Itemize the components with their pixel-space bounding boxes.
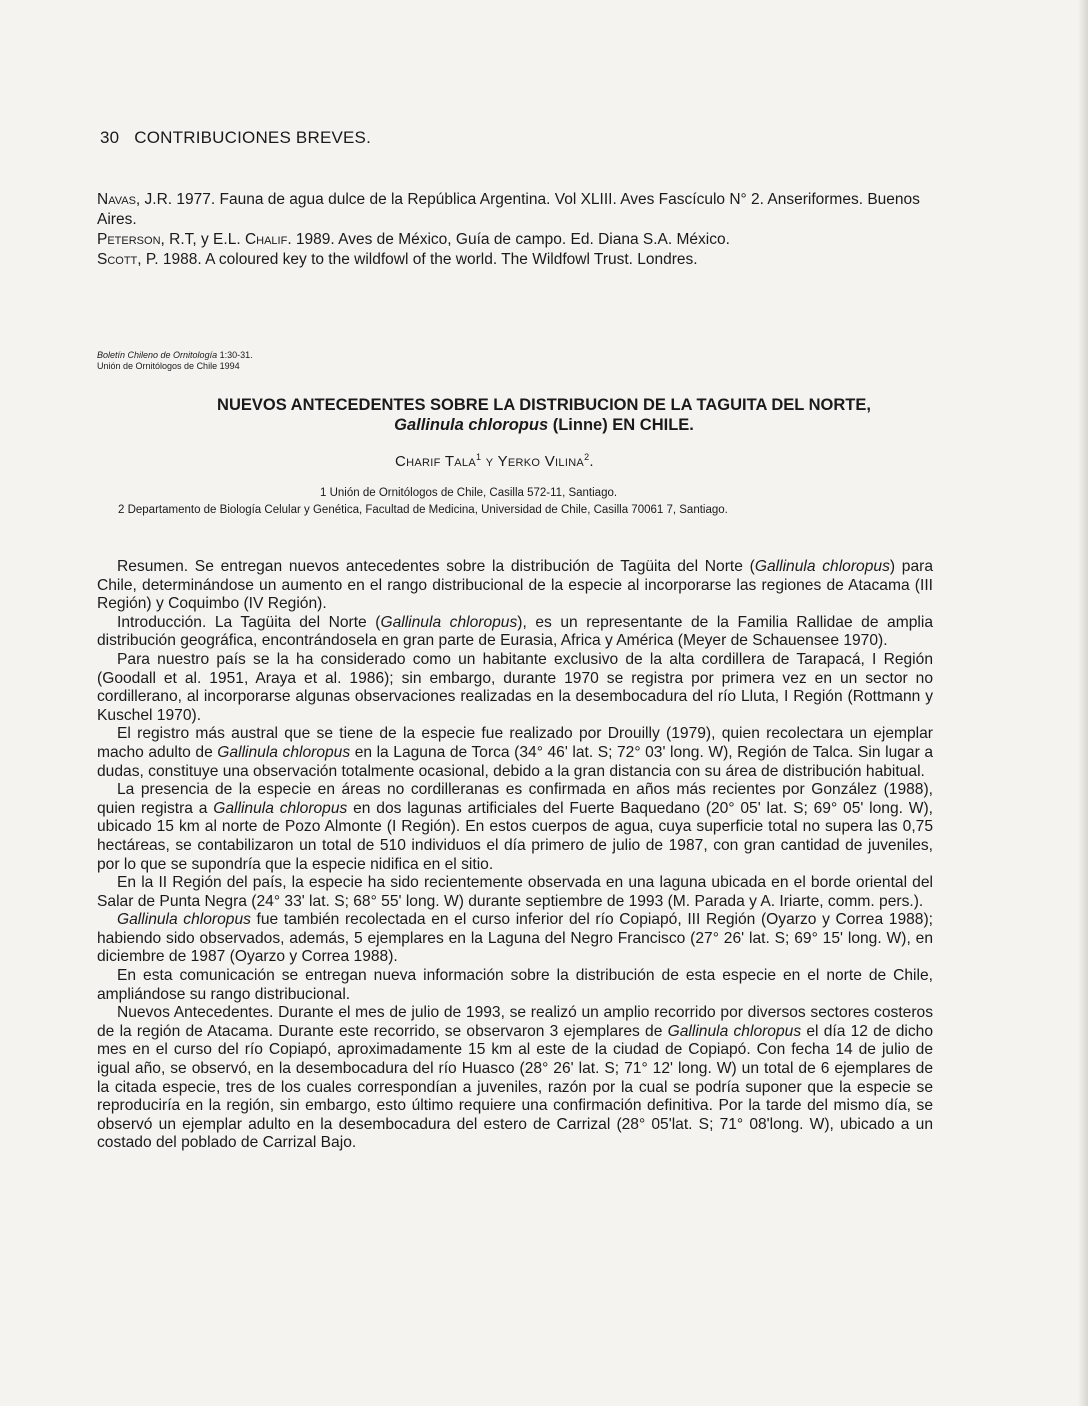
body-paragraph: En la II Región del país, la especie ha sido recientemente observada en una laguna ubicada en el borde oriental del Salar de Punta Negra (24° 33' lat. S; 68° 55' long. W) durante septiembre de 1993 (M. Parada y A. Iriarte, comm. pers.). bbox=[97, 874, 933, 910]
reference-item: Scott, P. 1988. A coloured key to the wildfowl of the world. The Wildfowl Trust. Londres. bbox=[97, 251, 698, 268]
affiliation-1: 1 Unión de Ornitólogos de Chile, Casilla 572-11, Santiago. bbox=[320, 487, 618, 499]
reference-list bbox=[97, 190, 957, 270]
body-paragraph: Para nuestro país se la ha considerado como un habitante exclusivo de la alta cordillera de Tarapacá, I Región (Goodall et al. 1951, Araya et al. 1986); sin embargo, durante 1970 se registra por primera vez en un sector no cordillerano, al incorporarse algunas observaciones realizadas en la desembocadura del río Lluta, I Región (Rottmann y Kuschel 1970). bbox=[97, 650, 933, 724]
reference-item: Navas, J.R. 1977. Fauna de agua dulce de la República Argentina. Vol XLIII. Aves Fascículo N° 2. Anseriformes. Buenos Aires. bbox=[97, 191, 920, 228]
article-body bbox=[97, 558, 933, 1153]
body-paragraph: En esta comunicación se entregan nueva información sobre la distribución de esta especie en el norte de Chile, ampliándose su rango distribucional. bbox=[97, 967, 933, 1003]
body-paragraph: El registro más austral que se tiene de la especie fue realizado por Drouilly (1979), quien recolectara un ejemplar macho adulto de Gallinula chloropus en la Laguna de Torca (34° 46' lat. S; 72° 03' long. W), Región de Talca. Sin lugar a dudas, constituye una observación totalmente ocasional, debido a la gran distancia con su área de distribución habitual. bbox=[97, 725, 934, 780]
section-title: CONTRIBUCIONES BREVES. bbox=[134, 128, 372, 147]
body-paragraph: Introducción. La Tagüita del Norte (Gallinula chloropus), es un representante de la Familia Rallidae de amplia distribución geográfica, encontrándosela en gran parte de Eurasia, Africa y América (Meyer de Schauensee 1970). bbox=[97, 613, 933, 650]
reference-item: Peterson, R.T, y E.L. Chalif. 1989. Aves de México, Guía de campo. Ed. Diana S.A. México. bbox=[97, 231, 730, 248]
page-number: 30 bbox=[100, 128, 120, 147]
body-paragraph: Nuevos Antecedentes. Durante el mes de julio de 1993, se realizó un amplio recorrido por diversos sectores costeros de la región de Atacama. Durante este recorrido, se observaron 3 ejemplares de Gallinula chloropus el día 12 de dicho mes en el curso del río Copiapó, aproximadamente 15 km al este de la ciudad de Copiapó. Con fecha 14 de julio de igual año, se observó, en la desembocadura del río Huasco (28° 26' lat. S; 71° 12' long. W) un total de 6 ejemplares de la citada especie, tres de los cuales correspondían a juveniles, razón por la cual se podría suponer que la especie se reproduciría en la región, sin embargo, esto último requiere una confirmación definitiva. Por la tarde del mismo día, se observó un ejemplar adulto en la desembocadura del estero de Carrizal (28° 05'lat. S; 71° 08'long. W), ubicado a un costado del poblado de Carrizal Bajo. bbox=[97, 1004, 933, 1152]
affiliation-2: 2 Departamento de Biología Celular y Genética, Facultad de Medicina, Universidad de Chile, Casilla 70061 7, Santiago. bbox=[118, 504, 728, 516]
body-paragraph: Gallinula chloropus fue también recolectada en el curso inferior del río Copiapó, III Región (Oyarzo y Correa 1988); habiendo sido observados, además, 5 ejemplares en la Laguna del Negro Francisco (27° 26' lat. S; 69° 15' long. W), en diciembre de 1987 (Oyarzo y Correa 1988). bbox=[97, 911, 933, 966]
journal-citation: Boletín Chileno de Ornitología 1:30-31. Unión de Ornitólogos de Chile 1994 bbox=[97, 350, 253, 371]
article-title: NUEVOS ANTECEDENTES SOBRE LA DISTRIBUCION DE LA TAGUITA DEL NORTE, Gallinula chloropus (Linne) EN CHILE. bbox=[217, 396, 871, 434]
running-header bbox=[100, 128, 371, 148]
body-paragraph: La presencia de la especie en áreas no cordilleranas es confirmada en años más recientes por González (1988), quien registra a Gallinula chloropus en dos lagunas artificiales del Fuerte Baquedano (20° 05' lat. S; 69° 05' long. W), ubicado 15 km al norte de Pozo Almonte (I Región). En estos cuerpos de agua, cuya superficie total no supera las 0,75 hectáreas, se contabilizaron un total de 510 individuos el día primero de julio de 1987, con gran cantidad de juveniles, por lo que se supondría que la especie nidifica en el sitio. bbox=[97, 781, 933, 873]
body-paragraph: Resumen. Se entregan nuevos antecedentes sobre la distribución de Tagüita del Norte (Gallinula chloropus) para Chile, determinándose un aumento en el rango distribucional de la especie al incorporarse las regiones de Atacama (III Región) y Coquimbo (IV Región). bbox=[97, 558, 934, 613]
article-authors: Charif Tala$^1$ y Yerko Vilina$^2$. bbox=[395, 452, 594, 470]
page-edge bbox=[1078, 0, 1088, 1406]
